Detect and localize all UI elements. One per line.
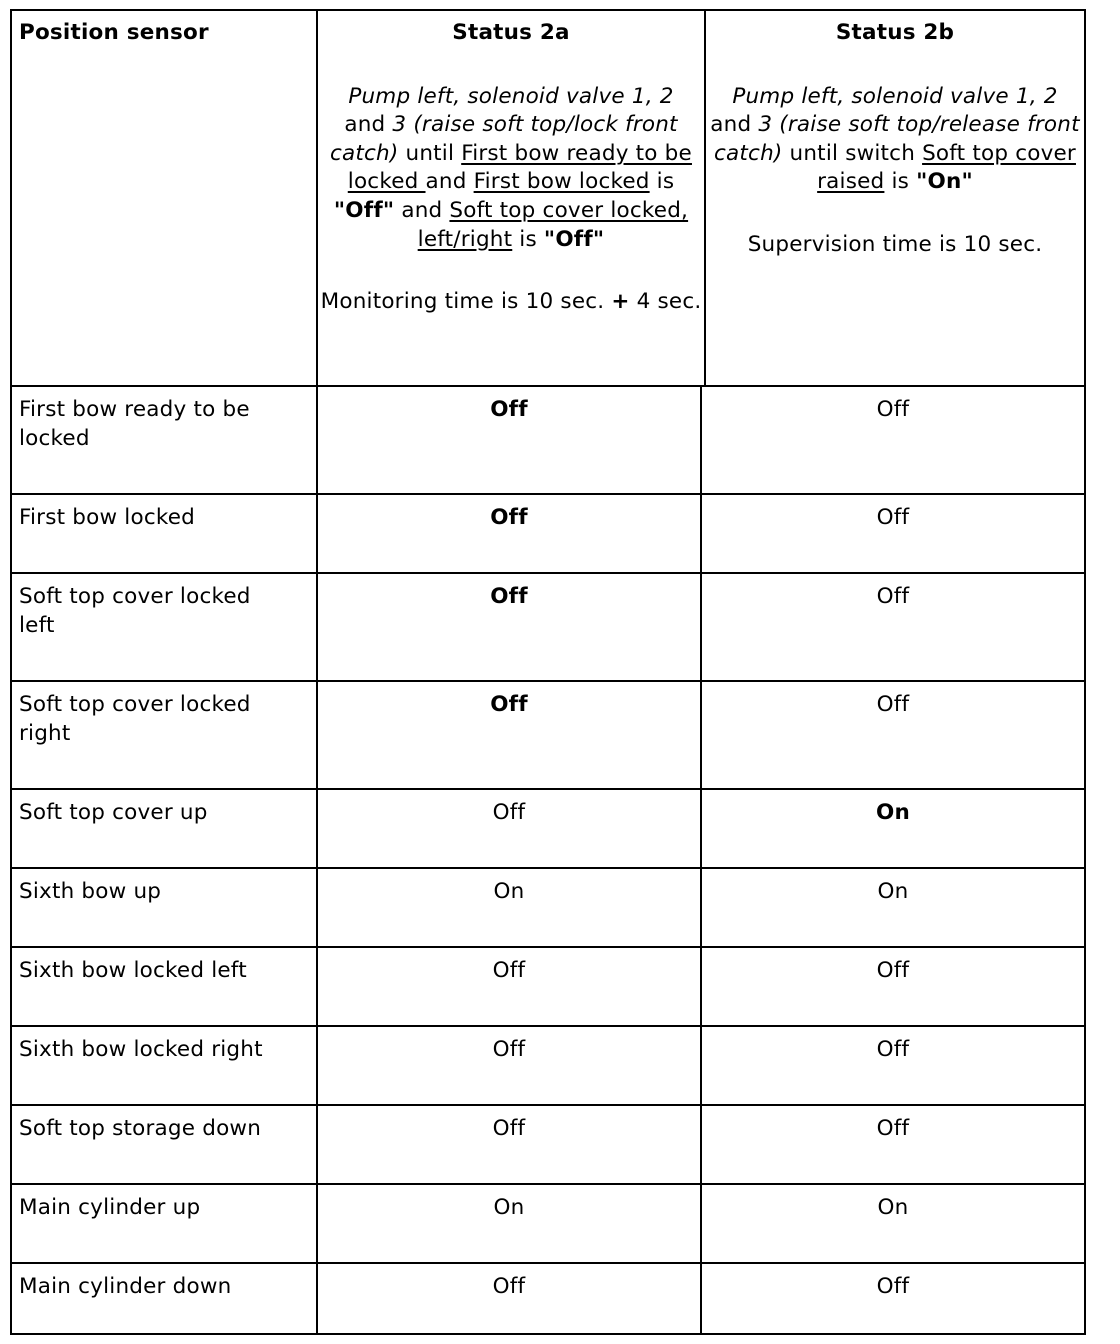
header-status-2b [706, 19, 1084, 260]
sensor-name: Soft top storage down [19, 1116, 262, 1141]
table-border-top [10, 9, 1086, 11]
position-sensor-table [10, 9, 1086, 1335]
sensor-name: Soft top cover locked right [19, 692, 251, 746]
status-2a-value: Off [490, 505, 528, 530]
row-divider [10, 493, 1086, 495]
sensor-name: Main cylinder down [19, 1274, 232, 1299]
status-2b-value: Off [876, 1274, 910, 1299]
status-2a-value: Off [492, 1037, 526, 1062]
status-2b-value: Off [876, 958, 910, 983]
status-2a-value: Off [490, 584, 528, 609]
row-divider [10, 572, 1086, 574]
status-2b-value: Off [876, 1116, 910, 1141]
status-2a-title: Status 2a [452, 20, 570, 45]
status-2b-value: On [876, 800, 910, 825]
status-2a-value: On [493, 879, 525, 904]
sensor-name: Main cylinder up [19, 1195, 201, 1220]
sensor-name: First bow locked [19, 505, 196, 530]
row-divider [10, 680, 1086, 682]
status-2a-value: Off [492, 1274, 526, 1299]
row-divider [10, 867, 1086, 869]
status-2b-value: On [877, 1195, 909, 1220]
status-2b-supervision-time: Supervision time is 10 sec. [747, 231, 1043, 257]
table-border-bottom [10, 1333, 1086, 1335]
status-2b-value: Off [876, 692, 910, 717]
status-2b-value: Off [876, 584, 910, 609]
sensor-name: Sixth bow locked right [19, 1037, 263, 1062]
sensor-name: Soft top cover locked left [19, 584, 251, 638]
status-2b-title: Status 2b [835, 20, 955, 45]
row-divider [10, 1183, 1086, 1185]
status-2a-description: Pump left, solenoid valve 1, 2 and 3 (raise soft top/lock front catch) until First bow ready to be locked and First bow locked is "Off" and Soft top cover locked, left/right is "Off" [330, 83, 692, 252]
sensor-name: Sixth bow locked left [19, 958, 247, 983]
row-divider [10, 788, 1086, 790]
row-divider [10, 385, 1086, 387]
status-2b-value: Off [876, 397, 910, 422]
row-divider [10, 1104, 1086, 1106]
status-2b-value: Off [876, 1037, 910, 1062]
sensor-name: Soft top cover up [19, 800, 208, 825]
row-divider [10, 946, 1086, 948]
table-border-right [1084, 9, 1086, 1335]
header-status-2a [318, 19, 704, 317]
status-2a-value: Off [490, 397, 528, 422]
status-2b-description: Pump left, solenoid valve 1, 2 and 3 (raise soft top/release front catch) until switch Soft top cover raised is "On" [710, 83, 1080, 195]
status-2a-value: Off [492, 958, 526, 983]
status-2a-value: On [493, 1195, 525, 1220]
sensor-name: Sixth bow up [19, 879, 162, 904]
status-2b-value: On [877, 879, 909, 904]
status-2a-monitoring-time: Monitoring time is 10 sec. + 4 sec. [320, 289, 702, 315]
row-divider [10, 1262, 1086, 1264]
status-2a-value: Off [492, 800, 526, 825]
row-divider [10, 1025, 1086, 1027]
status-2a-value: Off [492, 1116, 526, 1141]
sensor-name: First bow ready to be locked [19, 397, 250, 451]
status-2b-value: Off [876, 505, 910, 530]
status-2a-value: Off [490, 692, 528, 717]
header-position-sensor: Position sensor [19, 20, 209, 45]
